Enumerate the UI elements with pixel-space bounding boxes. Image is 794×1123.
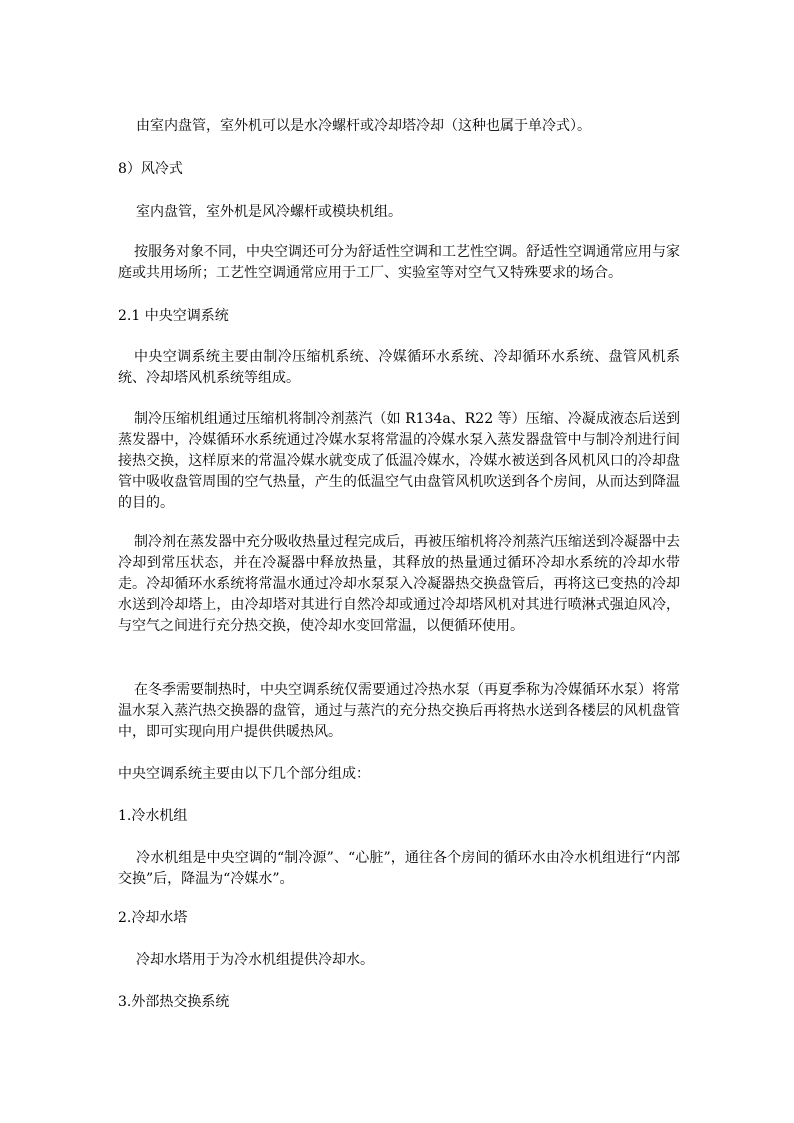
paragraph-7: 在冬季需要制热时，中央空调系统仅需要通过冷热水泵（再夏季称为冷媒循环水泵）将常温水泵入蒸汽热交换器的盘管，通过与蒸汽的充分热交换后再将热水送到各楼层的风机盘管中，即可实现向用户提供供暖热风。 — [118, 682, 680, 740]
paragraph-3: 按服务对象不同，中央空调还可分为舒适性空调和工艺性空调。舒适性空调通常应用与家庭或共用场所；工艺性空调通常应用于工厂、实验室等对空气又特殊要求的场合。 — [118, 244, 680, 281]
paragraph-4: 中央空调系统主要由制冷压缩机系统、冷媒循环水系统、冷却循环水系统、盘管风机系统、冷却塔风机系统等组成。 — [118, 349, 680, 386]
paragraph-2: 室内盘管，室外机是风冷螺杆或模块机组。 — [136, 204, 402, 220]
heading-air-cooled: 8）风冷式 — [118, 161, 183, 177]
heading-cooling-tower: 2.冷却水塔 — [118, 910, 188, 926]
paragraph-10: 冷却水塔用于为冷水机组提供冷却水。 — [136, 952, 374, 968]
heading-heat-exchange: 3.外部热交换系统 — [118, 994, 230, 1010]
heading-chiller: 1.冷水机组 — [118, 808, 188, 824]
paragraph-6: 制冷剂在蒸发器中充分吸收热量过程完成后，再被压缩机将冷剂蒸汽压缩送到冷凝器中去冷却到常压状态，并在冷凝器中释放热量，其释放的热量通过循环冷却水系统的冷却水带走。冷却循环水系统将常温水通过冷却水泵泵入冷凝器热交换盘管后，再将这已变热的冷却水送到冷却塔上，由冷却塔对其进行自然冷却或通过冷却塔风机对其进行喷淋式强迫风冷，与空气之间进行充分热交换，使冷却水变回常温，以便循环使用。 — [118, 534, 680, 634]
paragraph-1: 由室内盘管，室外机可以是水冷螺杆或冷却塔冷却（这种也属于单冷式）。 — [136, 118, 591, 134]
paragraph-5: 制冷压缩机组通过压缩机将制冷剂蒸汽（如 R134a、R22 等）压缩、冷凝成液态后送到蒸发器中，冷媒循环水系统通过冷媒水泵将常温的冷媒水泵入蒸发器盘管中与制冷剂进行间接热交换，这样原来的常温冷媒水就变成了低温冷媒水，冷媒水被送到各风机风口的冷却盘管中吸收盘管周围的空气热量，产生的低温空气由盘管风机吹送到各个房间，从而达到降温的目的。 — [118, 411, 680, 511]
paragraph-8: 中央空调系统主要由以下几个部分组成： — [118, 766, 370, 782]
paragraph-9: 冷水机组是中央空调的“制冷源”、“心脏”，通往各个房间的循环水由冷水机组进行“内部交换”后，降温为“冷媒水”。 — [118, 850, 680, 887]
section-heading-2-1: 2.1 中央空调系统 — [118, 308, 229, 324]
